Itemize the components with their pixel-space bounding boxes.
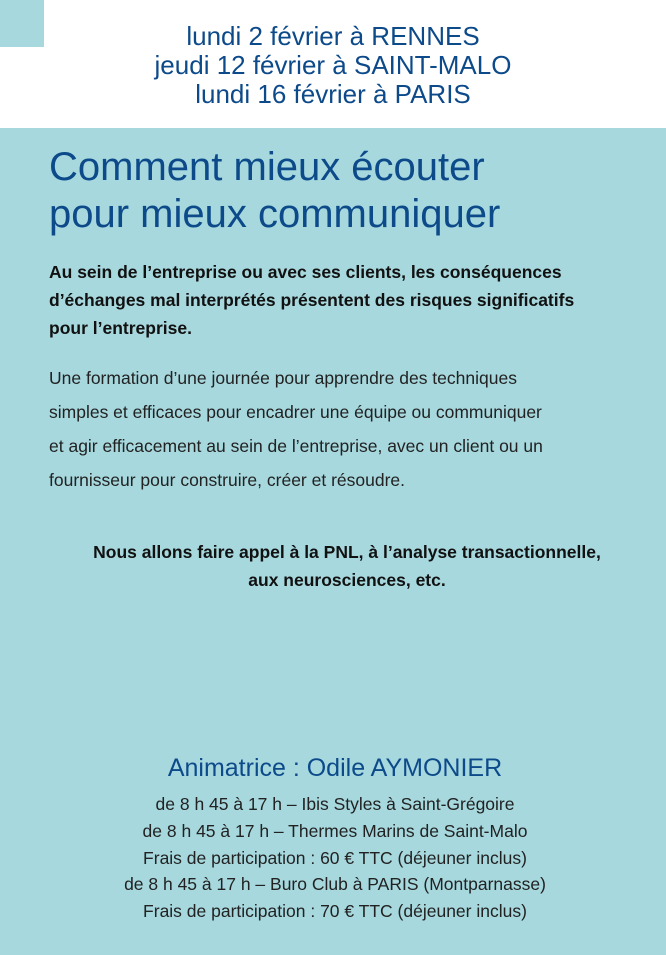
description-line: et agir efficacement au sein de l’entreprise, avec un client ou un: [49, 436, 543, 456]
callout-line: Nous allons faire appel à la PNL, à l’analyse transactionnelle,: [93, 542, 601, 562]
session-line: de 8 h 45 à 17 h – Thermes Marins de Saint-Malo: [142, 820, 528, 841]
lead-line: Au sein de l’entreprise ou avec ses clients, les conséquences: [49, 262, 562, 282]
main-panel: [0, 128, 666, 955]
session-line: de 8 h 45 à 17 h – Ibis Styles à Saint-Grégoire: [155, 794, 515, 814]
event-date-rennes: lundi 2 février à RENNES: [186, 21, 480, 51]
header-band: [0, 0, 666, 128]
lead-paragraph: [49, 258, 649, 342]
title-line: pour mieux communiquer: [49, 192, 501, 236]
event-date-paris: lundi 16 février à PARIS: [195, 79, 471, 109]
event-dates: [0, 22, 666, 109]
lead-line: d’échanges mal interprétés présentent des risques significatifs: [49, 290, 575, 310]
methods-callout: [0, 538, 666, 594]
price-line: Frais de participation : 60 € TTC (déjeuner inclus): [143, 847, 527, 868]
description-paragraph: [49, 361, 649, 497]
session-line: de 8 h 45 à 17 h – Buro Club à PARIS (Montparnasse): [124, 874, 546, 895]
title-line: Comment mieux écouter: [49, 145, 485, 189]
trainer-name: Animatrice : Odile AYMONIER: [167, 754, 503, 782]
callout-line: aux neurosciences, etc.: [248, 570, 446, 590]
lead-line: pour l’entreprise.: [49, 318, 192, 338]
description-line: simples et efficaces pour encadrer une équipe ou communiquer: [49, 402, 542, 422]
event-date-saint-malo: jeudi 12 février à SAINT-MALO: [154, 50, 512, 80]
session-details: [0, 791, 666, 925]
page-title: [49, 144, 500, 238]
description-line: fournisseur pour construire, créer et résoudre.: [49, 470, 405, 490]
price-line: Frais de participation : 70 € TTC (déjeuner inclus): [143, 901, 527, 922]
description-line: Une formation d’une journée pour apprendre des techniques: [49, 368, 517, 388]
